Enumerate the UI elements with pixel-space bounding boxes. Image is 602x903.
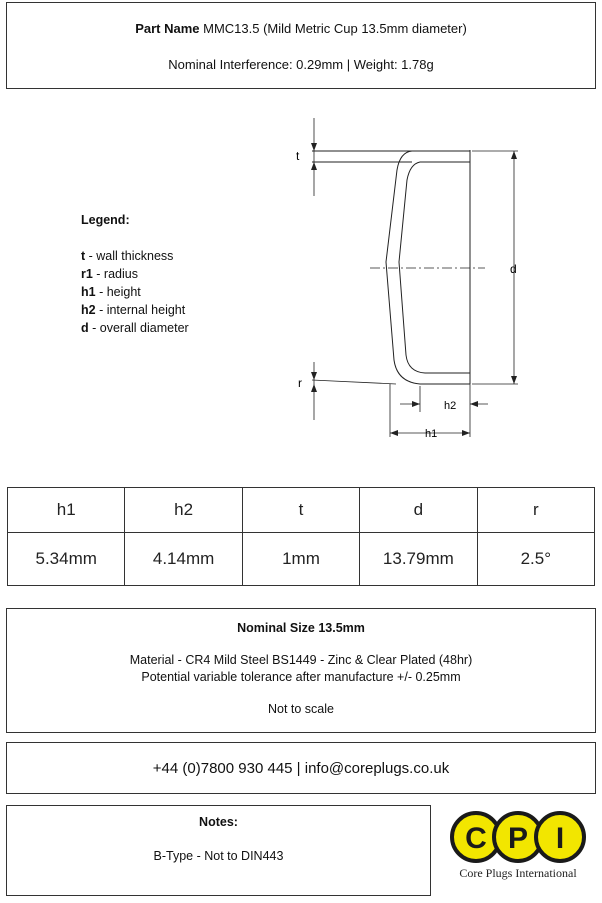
legend-item: [81, 319, 189, 337]
material-text: Material - CR4 Mild Steel BS1449 - Zinc & Clear Plated (48hr): [129, 653, 473, 667]
contact-text: +44 (0)7800 930 445 | info@coreplugs.co.uk: [152, 760, 450, 777]
part-name-value: MMC13.5 (Mild Metric Cup 13.5mm diameter): [203, 21, 467, 36]
legend-description: - internal height: [95, 303, 186, 317]
header-box: [6, 2, 596, 89]
table-header-cell: t: [242, 488, 359, 533]
legend-symbol: r1: [81, 267, 93, 281]
legend-description: - height: [95, 285, 141, 299]
legend-title: Legend:: [81, 213, 130, 227]
legend-symbol: t: [81, 249, 86, 263]
table-cell: 2.5°: [477, 533, 594, 586]
table-cell: 5.34mm: [8, 533, 125, 586]
legend-description: - radius: [92, 267, 138, 281]
scale-note: Not to scale: [267, 702, 334, 716]
notes-body: B-Type - Not to DIN443: [153, 849, 284, 863]
logo-letter-i: I: [555, 822, 565, 855]
table-cell: 1mm: [242, 533, 359, 586]
table-cell: 4.14mm: [125, 533, 242, 586]
legend-description: - wall thickness: [85, 249, 174, 263]
part-name-line: [7, 21, 595, 36]
h2-label: h2: [444, 400, 457, 412]
legend-symbol: h1: [81, 285, 96, 299]
dimensions-table: [7, 487, 595, 586]
part-name-label: Part Name: [135, 21, 200, 36]
legend-description: - overall diameter: [88, 321, 189, 335]
table-header-cell: h2: [125, 488, 242, 533]
table-header-row: [8, 488, 595, 533]
table-header-cell: h1: [8, 488, 125, 533]
legend-item: [81, 247, 189, 265]
legend-symbol: h2: [81, 303, 96, 317]
logo-letter-c: C: [465, 822, 487, 855]
contact-box: [6, 742, 596, 794]
cpi-logo: [448, 808, 588, 900]
logo-caption: Core Plugs International: [459, 866, 577, 880]
logo-letter-p: P: [507, 822, 529, 855]
legend-item: [81, 301, 189, 319]
legend-item: [81, 283, 189, 301]
r-label: r: [298, 376, 302, 390]
notes-box: [6, 805, 431, 896]
nominal-size-box: [6, 608, 596, 733]
legend-item: [81, 265, 189, 283]
table-header-cell: r: [477, 488, 594, 533]
d-label: d: [510, 262, 517, 276]
tolerance-text: Potential variable tolerance after manufacture +/- 0.25mm: [141, 670, 461, 684]
nominal-size-title: Nominal Size 13.5mm: [237, 621, 365, 635]
nominal-info: Nominal Interference: 0.29mm | Weight: 1.78g: [168, 57, 434, 72]
t-label: t: [296, 149, 300, 163]
h1-label: h1: [425, 428, 438, 440]
notes-title: Notes:: [199, 815, 238, 829]
table-header-cell: d: [360, 488, 477, 533]
legend-symbol: d: [81, 321, 89, 335]
table-cell: 13.79mm: [360, 533, 477, 586]
table-row: [8, 533, 595, 586]
legend: [81, 211, 189, 337]
